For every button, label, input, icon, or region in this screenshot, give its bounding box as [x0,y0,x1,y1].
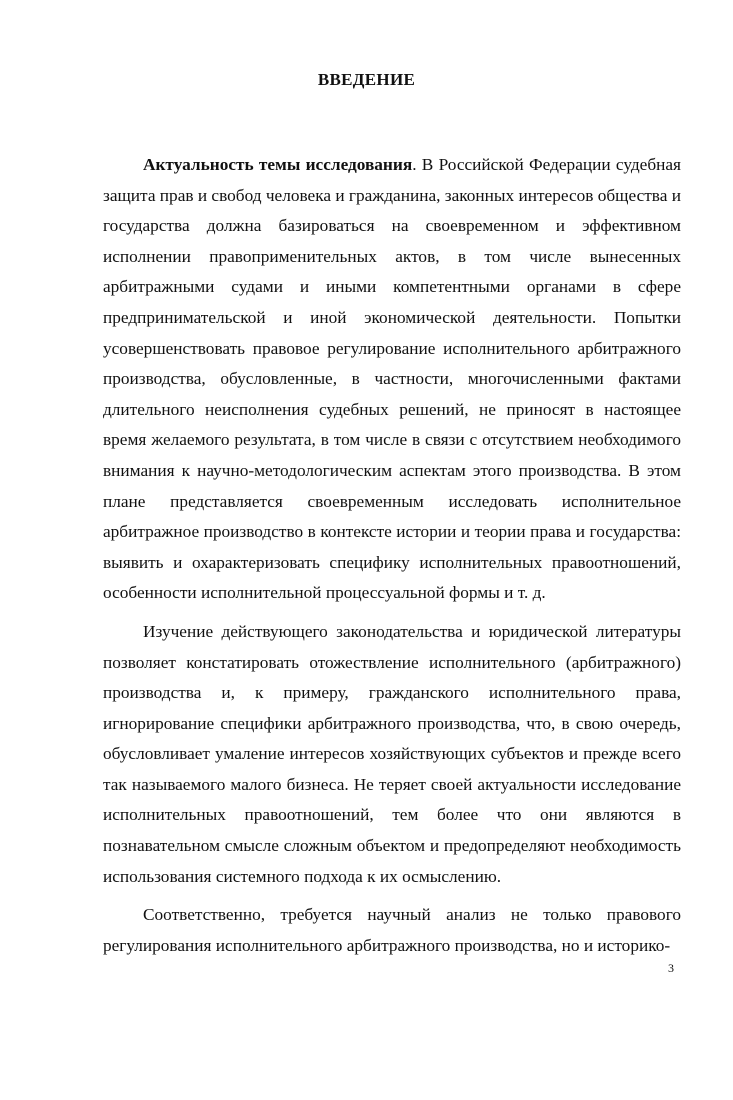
page-title: ВВЕДЕНИЕ [317,70,416,89]
paragraph-text: . В Российской Федерации судебная защита прав и свобод человека и гражданина, законных интересов общества и государства должна базироваться на своевременном и эффективном исполнении правоприменительных актов, в том числе вынесенных арбитражными судами и иными компетентными органами в сфере предпринимательской и иной экономической деятельности. Попытки усовершенствовать правовое регулирование исполнительного арбитражного производства, обусловленные, в частности, многочисленными фактами длительного неисполнения судебных решений, не приносят в настоящее время желаемого результата, в том числе в связи с отсутствием необходимого внимания к научно-методологическим аспектам этого производства. В этом плане представляется своевременным исследовать исполнительное арбитражное производство в контексте истории и теории права и государства: выявить и охарактеризовать специфику исполнительных правоотношений, особенности исполнительной процессуальной формы и т. д. [103,155,681,603]
paragraph-legislation: Изучение действующего законодательства и юридической литературы позволяет констатировать отожествление исполнительного (арбитражного) производства и, к примеру, гражданского исполнительного права, игнорирование специфики арбитражного производства, что, в свою очередь, обусловливает умаление интересов хозяйствующих субъектов и прежде всего так называемого малого бизнеса. Не теряет своей актуальности исследование исполнительных правоотношений, тем более что они являются в познавательном смысле сложным объектом и предопределяют необходимость использования системного подхода к их осмыслению. [103,621,681,886]
paragraph-lead: Актуальность темы исследования [143,155,413,174]
paragraph-relevance [103,150,681,609]
body-text [103,150,681,969]
page-number: 3 [668,961,674,975]
paragraph-analysis: Соответственно, требуется научный анализ не только правового регулирования исполнительного арбитражного производства, но и историко- [103,905,681,955]
